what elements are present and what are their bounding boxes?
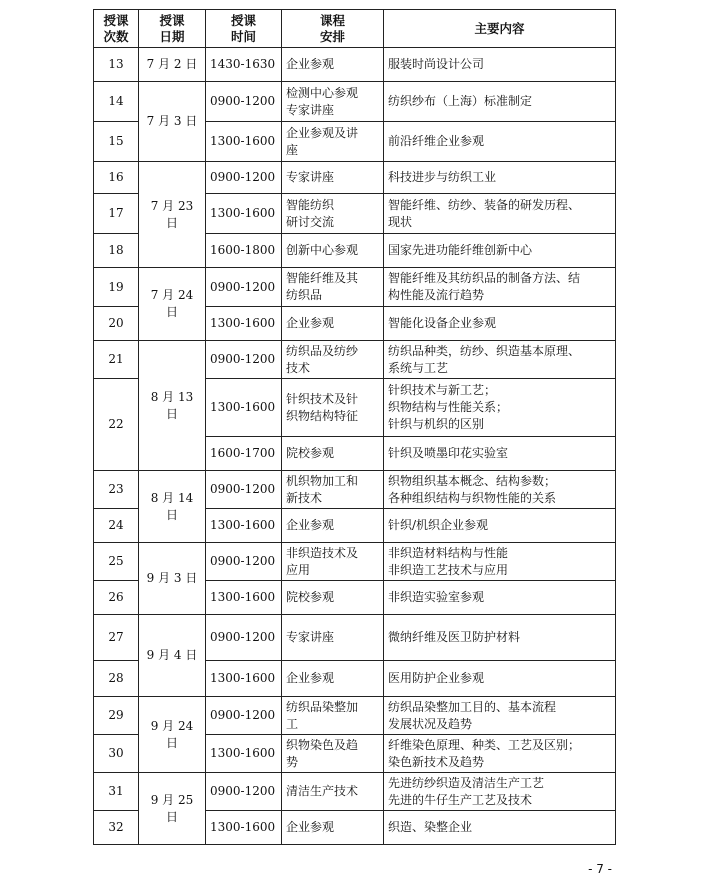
time-cell: 1300-1600 (206, 581, 282, 615)
content-cell: 国家先进功能纤维创新中心 (384, 234, 616, 268)
session-number-cell: 19 (94, 268, 139, 307)
content-cell: 智能化设备企业参观 (384, 307, 616, 341)
date-cell: 7 月 23 日 (139, 162, 206, 268)
time-cell: 0900-1200 (206, 471, 282, 509)
arrangement-cell: 企业参观 (282, 661, 384, 697)
time-cell: 0900-1200 (206, 82, 282, 122)
header-date: 授课 日期 (139, 10, 206, 48)
session-number-cell: 14 (94, 82, 139, 122)
content-cell: 前沿纤维企业参观 (384, 122, 616, 162)
session-number-cell: 27 (94, 615, 139, 661)
content-cell: 智能纤维及其纺织品的制备方法、结 构性能及流行趋势 (384, 268, 616, 307)
session-number-cell: 28 (94, 661, 139, 697)
date-cell: 8 月 13 日 (139, 341, 206, 471)
content-cell: 织造、染整企业 (384, 811, 616, 845)
table-row (94, 341, 616, 379)
session-number-cell: 21 (94, 341, 139, 379)
arrangement-cell: 院校参观 (282, 581, 384, 615)
session-number-cell: 31 (94, 773, 139, 811)
time-cell: 1600-1700 (206, 437, 282, 471)
time-cell: 0900-1200 (206, 615, 282, 661)
table-row (94, 268, 616, 307)
time-cell: 1300-1600 (206, 122, 282, 162)
date-cell: 7 月 3 日 (139, 82, 206, 162)
arrangement-cell: 纺织品及纺纱 技术 (282, 341, 384, 379)
arrangement-cell: 创新中心参观 (282, 234, 384, 268)
content-cell: 服装时尚设计公司 (384, 48, 616, 82)
session-number-cell: 20 (94, 307, 139, 341)
content-cell: 非织造材料结构与性能 非织造工艺技术与应用 (384, 543, 616, 581)
content-cell: 纺织纱布（上海）标准制定 (384, 82, 616, 122)
date-cell: 9 月 25 日 (139, 773, 206, 845)
time-cell: 0900-1200 (206, 697, 282, 735)
session-number-cell: 30 (94, 735, 139, 773)
arrangement-cell: 针织技术及针 织物结构特征 (282, 379, 384, 437)
arrangement-cell: 清洁生产技术 (282, 773, 384, 811)
content-cell: 先进纺纱织造及清洁生产工艺 先进的牛仔生产工艺及技术 (384, 773, 616, 811)
arrangement-cell: 企业参观 (282, 811, 384, 845)
session-number-cell: 29 (94, 697, 139, 735)
course-schedule-table (93, 9, 616, 845)
table-row (94, 471, 616, 509)
content-cell: 非织造实验室参观 (384, 581, 616, 615)
table-header-row (94, 10, 616, 48)
arrangement-cell: 智能纤维及其 纺织品 (282, 268, 384, 307)
table-row (94, 162, 616, 194)
arrangement-cell: 非织造技术及 应用 (282, 543, 384, 581)
session-number-cell: 13 (94, 48, 139, 82)
arrangement-cell: 机织物加工和 新技术 (282, 471, 384, 509)
time-cell: 0900-1200 (206, 268, 282, 307)
time-cell: 0900-1200 (206, 162, 282, 194)
header-arrangement: 课程 安排 (282, 10, 384, 48)
arrangement-cell: 专家讲座 (282, 162, 384, 194)
arrangement-cell: 企业参观 (282, 509, 384, 543)
content-cell: 针织技术与新工艺； 织物结构与性能关系； 针织与机织的区别 (384, 379, 616, 437)
time-cell: 1430-1630 (206, 48, 282, 82)
arrangement-cell: 院校参观 (282, 437, 384, 471)
content-cell: 纤维染色原理、种类、工艺及区别； 染色新技术及趋势 (384, 735, 616, 773)
session-number-cell: 22 (94, 379, 139, 471)
date-cell: 7 月 2 日 (139, 48, 206, 82)
table-row (94, 697, 616, 735)
arrangement-cell: 企业参观 (282, 307, 384, 341)
time-cell: 1300-1600 (206, 307, 282, 341)
arrangement-cell: 专家讲座 (282, 615, 384, 661)
session-number-cell: 15 (94, 122, 139, 162)
time-cell: 1600-1800 (206, 234, 282, 268)
session-number-cell: 24 (94, 509, 139, 543)
time-cell: 1300-1600 (206, 811, 282, 845)
table-row (94, 48, 616, 82)
session-number-cell: 17 (94, 194, 139, 234)
session-number-cell: 32 (94, 811, 139, 845)
time-cell: 0900-1200 (206, 773, 282, 811)
content-cell: 纺织品染整加工目的、基本流程 发展状况及趋势 (384, 697, 616, 735)
content-cell: 科技进步与纺织工业 (384, 162, 616, 194)
time-cell: 1300-1600 (206, 194, 282, 234)
table-row (94, 615, 616, 661)
content-cell: 纺织品种类，纺纱、织造基本原理、 系统与工艺 (384, 341, 616, 379)
date-cell: 9 月 4 日 (139, 615, 206, 697)
content-cell: 智能纤维、纺纱、装备的研发历程、 现状 (384, 194, 616, 234)
time-cell: 0900-1200 (206, 543, 282, 581)
time-cell: 0900-1200 (206, 341, 282, 379)
arrangement-cell: 织物染色及趋 势 (282, 735, 384, 773)
date-cell: 9 月 3 日 (139, 543, 206, 615)
time-cell: 1300-1600 (206, 509, 282, 543)
date-cell: 9 月 24 日 (139, 697, 206, 773)
session-number-cell: 23 (94, 471, 139, 509)
header-time: 授课 时间 (206, 10, 282, 48)
content-cell: 医用防护企业参观 (384, 661, 616, 697)
session-number-cell: 18 (94, 234, 139, 268)
arrangement-cell: 企业参观及讲 座 (282, 122, 384, 162)
content-cell: 微纳纤维及医卫防护材料 (384, 615, 616, 661)
content-cell: 针织及喷墨印花实验室 (384, 437, 616, 471)
time-cell: 1300-1600 (206, 735, 282, 773)
content-cell: 织物组织基本概念、结构参数； 各种组织结构与织物性能的关系 (384, 471, 616, 509)
arrangement-cell: 企业参观 (282, 48, 384, 82)
date-cell: 7 月 24 日 (139, 268, 206, 341)
page-number: - 7 - (588, 862, 612, 876)
session-number-cell: 26 (94, 581, 139, 615)
arrangement-cell: 智能纺织 研讨交流 (282, 194, 384, 234)
header-session-count: 授课 次数 (94, 10, 139, 48)
table-row (94, 543, 616, 581)
header-main-content: 主要内容 (384, 10, 616, 48)
session-number-cell: 25 (94, 543, 139, 581)
time-cell: 1300-1600 (206, 379, 282, 437)
date-cell: 8 月 14 日 (139, 471, 206, 543)
table-row (94, 773, 616, 811)
arrangement-cell: 检测中心参观 专家讲座 (282, 82, 384, 122)
session-number-cell: 16 (94, 162, 139, 194)
arrangement-cell: 纺织品染整加 工 (282, 697, 384, 735)
time-cell: 1300-1600 (206, 661, 282, 697)
table-row (94, 82, 616, 122)
content-cell: 针织/机织企业参观 (384, 509, 616, 543)
table-body (94, 48, 616, 845)
